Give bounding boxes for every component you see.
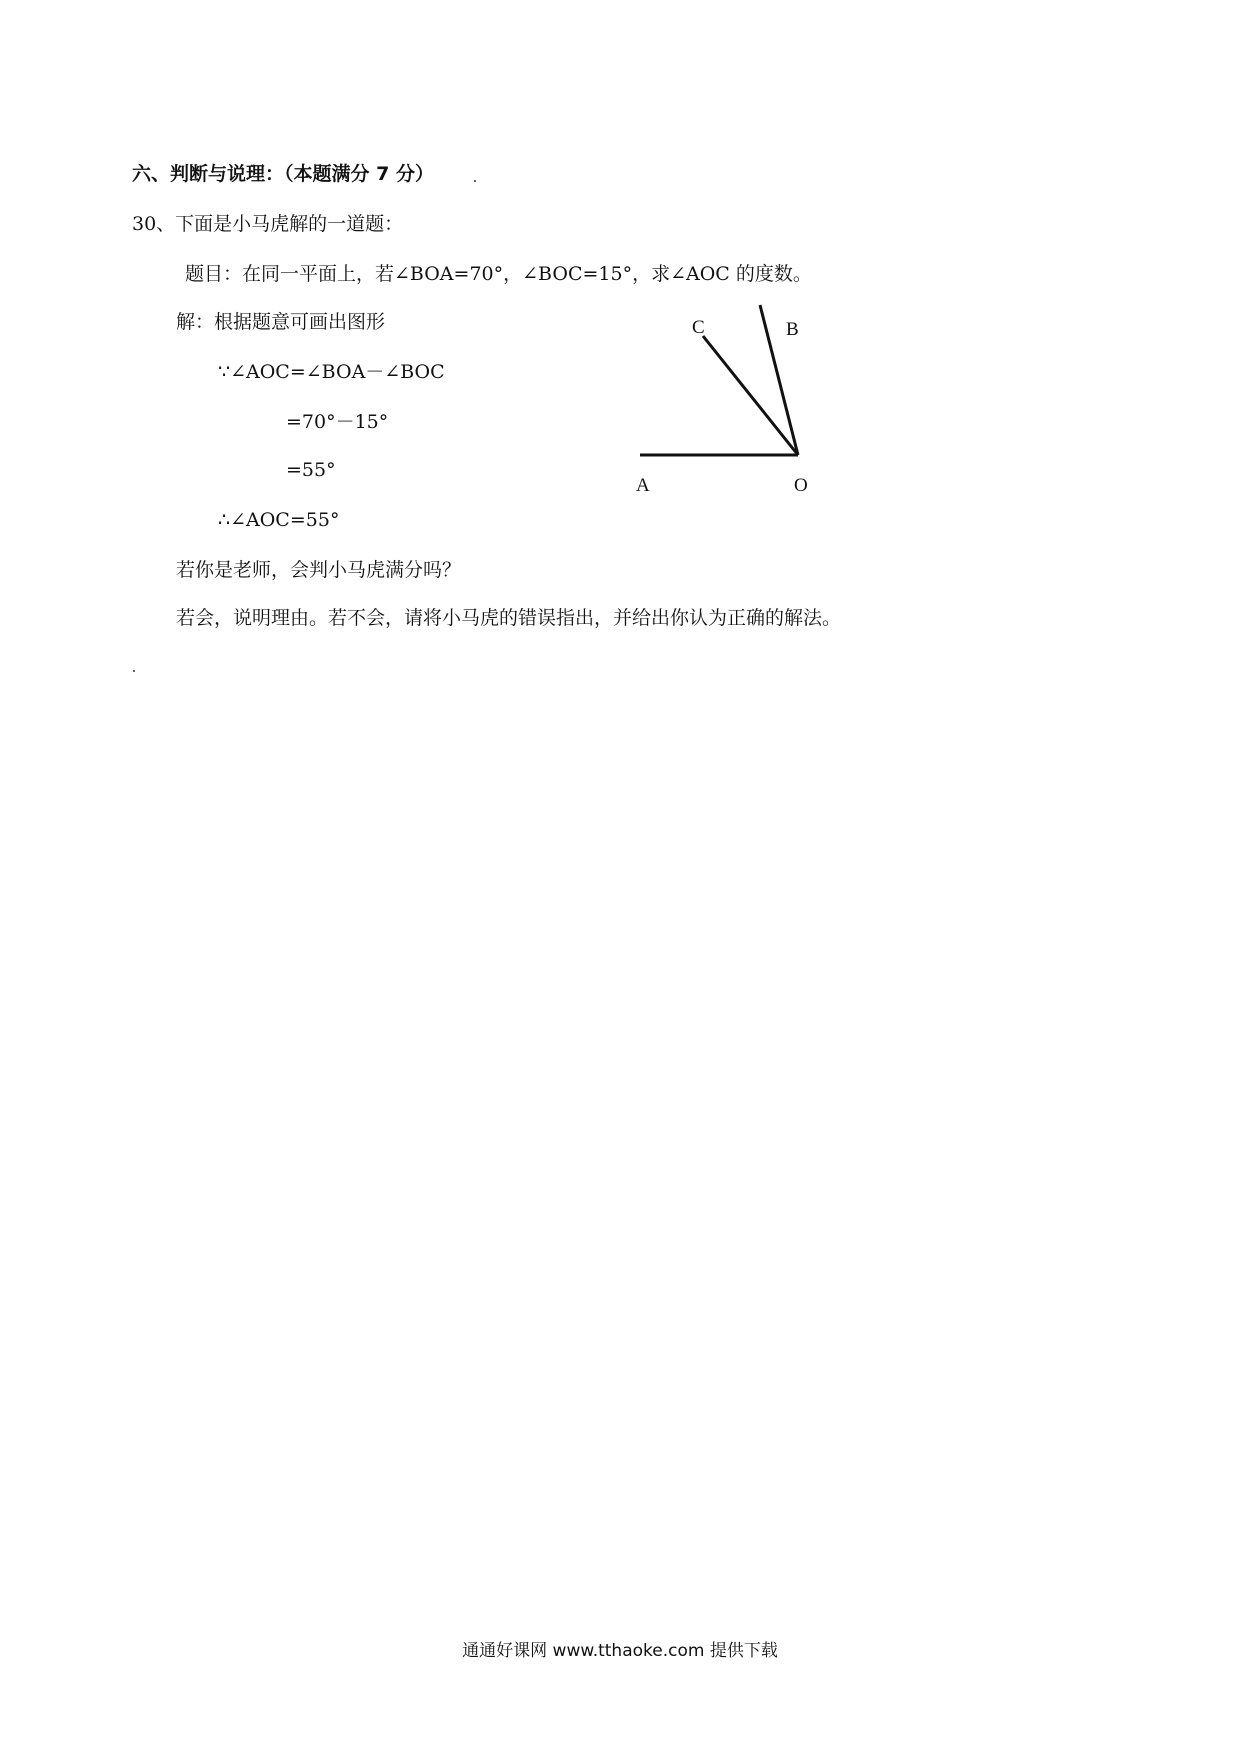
footer-credit: 通通好课网 www.tthaoke.com 提供下载 (462, 1641, 778, 1661)
solution-step-1: ∵∠AOC=∠BOA－∠BOC (218, 361, 445, 383)
solution-step-2: =70°－15° (286, 411, 389, 433)
question-ask-2: 若会，说明理由。若不会，请将小马虎的错误指出，并给出你认为正确的解法。 (176, 607, 842, 629)
label-b: B (786, 319, 799, 340)
question-intro: 30、下面是小马虎解的一道题： (132, 213, 404, 235)
solution-conclusion: ∴∠AOC=55° (218, 509, 340, 531)
solution-step-3: =55° (286, 459, 336, 481)
angle-figure (630, 300, 850, 500)
label-c: C (692, 317, 705, 338)
question-ask-1: 若你是老师，会判小马虎满分吗？ (176, 559, 462, 581)
section-title: 六、判断与说理：（本题满分 7 分） (132, 163, 434, 185)
problem-statement: 题目：在同一平面上，若∠BOA=70°，∠BOC=15°，求∠AOC 的度数。 (185, 263, 812, 285)
scan-dot (474, 180, 476, 182)
angle-diagram (630, 300, 850, 500)
label-a: A (636, 475, 650, 496)
solution-intro: 解：根据题意可画出图形 (176, 311, 386, 333)
label-o: O (794, 475, 808, 496)
scan-dot (133, 670, 135, 672)
